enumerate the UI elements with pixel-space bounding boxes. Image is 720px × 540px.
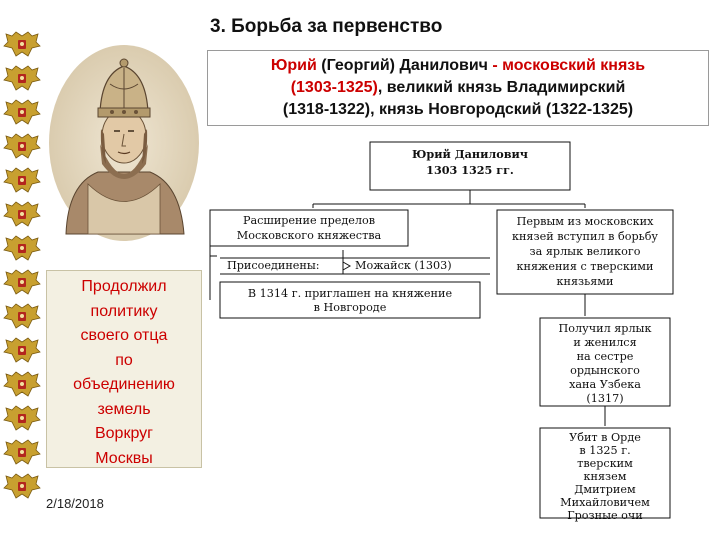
subtitle-dash: - [487, 57, 503, 74]
top-box-line-2: 1303 1325 гг. [426, 163, 514, 177]
right3-line-3: тверским [577, 457, 633, 470]
annex-label: Присоединены: [227, 259, 320, 272]
right1-line-3: за ярлык великого [529, 245, 641, 258]
right3-line-2: в 1325 г. [579, 444, 631, 457]
eagle-emblem-icon [2, 472, 42, 502]
right1-line-2: князей вступил в борьбу [511, 230, 659, 243]
annex-arrow-icon [343, 262, 350, 270]
policy-line-3: своего отца [80, 327, 168, 344]
eagle-emblem-icon [2, 370, 42, 400]
subtitle-surname: Данилович [399, 57, 488, 74]
eagle-emblem-icon [2, 200, 42, 230]
right2-line-2: и женился [573, 336, 637, 349]
policy-text-box [46, 270, 202, 468]
right3-line-1: Убит в Орде [569, 431, 641, 444]
slide-date: 2/18/2018 [46, 496, 104, 511]
right1-line-1: Первым из московских [516, 215, 654, 228]
subtitle [208, 55, 708, 121]
eagle-emblem-icon [2, 166, 42, 196]
eagle-emblem-icon [2, 336, 42, 366]
policy-line-6: земель [97, 400, 151, 418]
right2-line-5: хана Узбека [569, 378, 641, 391]
subtitle-years: (1303-1325) [290, 79, 378, 96]
annex-value: Можайск (1303) [355, 259, 452, 272]
subtitle-title: московский князь [502, 57, 646, 74]
right3-line-4: князем [583, 470, 627, 483]
eagle-emblem-icon [2, 234, 42, 264]
right3-line-7: Грозные очи [567, 509, 643, 522]
eagle-emblem-icon [2, 268, 42, 298]
policy-line-1: Продолжил [81, 278, 167, 295]
slide-title: 3. Борьба за первенство [210, 16, 443, 37]
right1-line-4: княжения с тверскими [516, 260, 654, 273]
left-box-line-1: Расширение пределов [242, 214, 376, 227]
right2-line-1: Получил ярлык [558, 322, 652, 335]
left-box-line-2: Московского княжества [236, 229, 382, 242]
subtitle-grand-prince: , великий князь Владимирский [377, 79, 626, 96]
policy-line-4: по [115, 351, 133, 369]
eagle-emblem-icon [2, 438, 42, 468]
subtitle-box [207, 50, 709, 126]
eagle-emblem-icon [2, 30, 42, 60]
scheme-diagram [205, 130, 705, 530]
right2-line-6: (1317) [586, 392, 624, 405]
right2-line-3: на сестре [576, 350, 634, 363]
policy-line-2: политику [90, 302, 158, 320]
policy-line-8: Москвы [95, 449, 153, 467]
right3-line-5: Дмитрием [574, 483, 636, 496]
eagle-emblem-icon [2, 132, 42, 162]
subtitle-patronymic-note: (Георгий) [316, 57, 400, 74]
subtitle-name: Юрий [270, 57, 317, 74]
eagle-emblem-icon [2, 404, 42, 434]
right3-line-6: Михайловичем [560, 496, 650, 509]
eagle-emblem-icon [2, 98, 42, 128]
policy-line-5: объединению [73, 376, 175, 393]
novgorod-line-2: в Новгороде [313, 301, 387, 314]
eagle-emblem-icon [2, 302, 42, 332]
subtitle-novgorod: (1318-1322), князь Новгородский (1322-1325) [282, 101, 634, 118]
novgorod-line-1: В 1314 г. приглашен на княжение [247, 287, 453, 300]
policy-line-7: Воркруг [94, 425, 154, 442]
right1-line-5: князьями [556, 275, 614, 288]
top-box-line-1: Юрий Данилович [411, 147, 529, 161]
right2-line-4: ордынского [570, 364, 640, 377]
eagle-emblem-icon [2, 64, 42, 94]
portrait-image [48, 44, 200, 242]
